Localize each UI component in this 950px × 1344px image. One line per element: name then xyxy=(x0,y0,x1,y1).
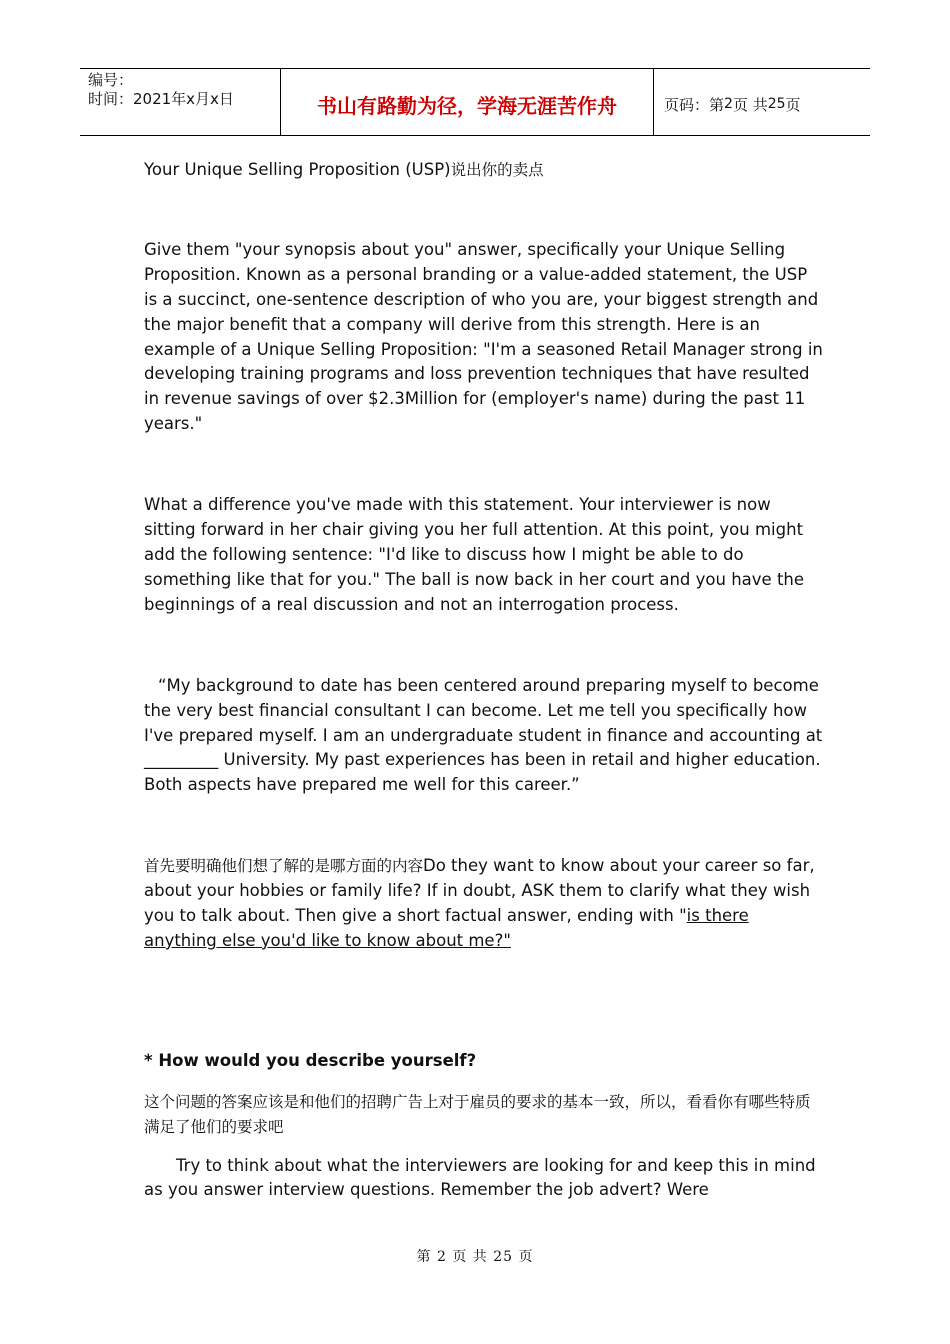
date-label: 时间：2021年x月x日 xyxy=(88,90,234,108)
paragraph-clarify xyxy=(144,854,824,954)
header-page-info xyxy=(654,69,870,135)
paragraph-interviewers: Try to think about what the interviewers are looking for and keep this in mind as you answer interview questions. Remember the job advert? Were xyxy=(144,1155,816,1200)
page-label-mid: 页 共 xyxy=(732,95,768,114)
footer-mid1: 页 xyxy=(452,1249,468,1265)
title-zh: 说出你的卖点 xyxy=(450,161,544,179)
clarify-zh: 首先要明确他们想了解的是哪方面的内容 xyxy=(144,857,424,876)
section-title xyxy=(144,158,824,183)
header-meta xyxy=(80,69,281,135)
footer-prefix: 第 xyxy=(416,1249,432,1265)
question-heading: * How would you describe yourself? xyxy=(144,1050,477,1070)
page-label-prefix: 页码：第 xyxy=(664,95,725,114)
page-label-suffix: 页 xyxy=(785,95,801,114)
footer-suffix: 页 xyxy=(518,1249,534,1265)
clarify-en: Do they want to know about your career so far, about your hobbies or family life? If in doubt, ASK them to clarify what they wish you to talk about. Then give a short factual answer, ending with " xyxy=(144,856,815,926)
paragraph-describe-zh: 这个问题的答案应该是和他们的招聘广告上对于雇员的要求的基本一致，所以，看看你有哪些特质满足了他们的要求吧 xyxy=(144,1092,811,1136)
footer-total: 25 xyxy=(493,1249,514,1265)
anything-else-link[interactable]: is there anything else you'd like to know about me?" xyxy=(144,906,749,950)
header-motto: 书山有路勤为径，学海无涯苦作舟 xyxy=(281,69,654,135)
page-footer xyxy=(0,1246,950,1266)
page-total: 25 xyxy=(767,96,786,112)
paragraph-difference: What a difference you've made with this statement. Your interviewer is now sitting forward in her chair giving you her full attention. At this point, you might add the following sentence: "I'd like to discuss how I might be able to do something like that for you." The ball is now back in her court and you have the beginnings of a real discussion and not an interrogation process. xyxy=(144,495,805,614)
footer-mid2: 共 xyxy=(472,1249,488,1265)
number-label: 编号： xyxy=(88,71,134,89)
paragraph-background: “My background to date has been centered around preparing myself to become the very best financial consultant I can become. Let me tell you specifically how I've prepared myself. I am an undergraduate student in finance and accounting at _________ University. My past experiences has been in retail and higher education. Both aspects have prepared me well for this career.” xyxy=(144,675,823,795)
title-en: Your Unique Selling Proposition (USP) xyxy=(144,160,451,179)
footer-current: 2 xyxy=(436,1249,447,1265)
paragraph-usp: Give them "your synopsis about you" answer, specifically your Unique Selling Proposition. Known as a personal branding or a value-added statement, the USP is a succinct, one-sentence description of who you are, your biggest strength and the major benefit that a company will derive from this strength. Here is an example of a Unique Selling Proposition: "I'm a seasoned Retail Manager strong in developing training programs and loss prevention techniques that have resulted in revenue savings of over $2.3Million for (employer's name) during the past 11 years." xyxy=(144,239,823,434)
page-header xyxy=(80,68,870,136)
page-current: 2 xyxy=(724,96,733,112)
document-body xyxy=(144,158,824,1203)
